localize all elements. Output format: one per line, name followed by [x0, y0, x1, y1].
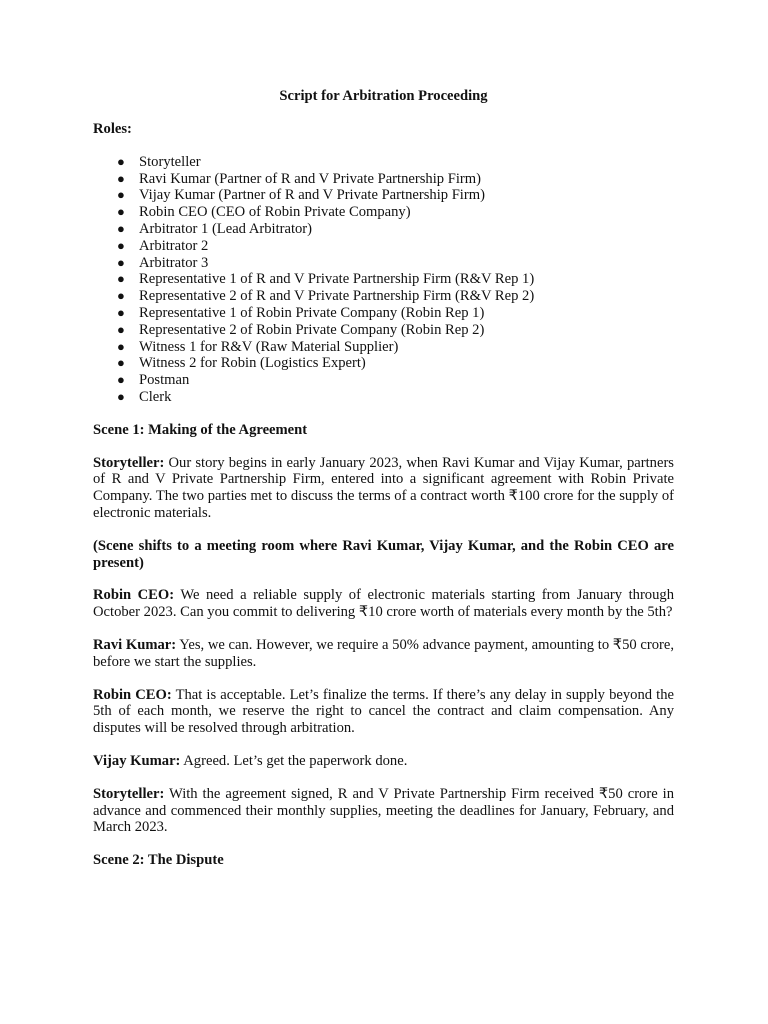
speaker-label: Robin CEO: [93, 587, 175, 604]
dialogue-paragraph [93, 587, 674, 621]
role-item [93, 171, 674, 188]
bullet-icon: ● [117, 355, 125, 371]
scene-2-heading: Scene 2: The Dispute [93, 852, 224, 869]
role-label: Representative 1 of R and V Private Partnership Firm (R&V Rep 1) [139, 271, 535, 288]
dialogue-paragraph [93, 687, 674, 737]
dialogue-paragraph [93, 455, 674, 522]
dialogue-text: That is acceptable. Let’s finalize the terms. If there’s any delay in supply beyond the 5th of each month, we reserve the right to cancel the contract and claim compensation. Any disputes will be resolved through arbitration. [93, 686, 674, 737]
bullet-icon: ● [117, 372, 125, 388]
role-label: Representative 2 of Robin Private Company (Robin Rep 2) [139, 321, 485, 338]
role-label: Postman [139, 372, 190, 389]
dialogue-paragraph [93, 637, 674, 671]
role-item [93, 238, 674, 255]
dialogue-paragraph [93, 786, 674, 836]
role-label: Witness 2 for Robin (Logistics Expert) [139, 355, 366, 372]
role-label: Ravi Kumar (Partner of R and V Private Partnership Firm) [139, 170, 481, 187]
role-label: Arbitrator 2 [139, 237, 209, 254]
role-item [93, 372, 674, 389]
roles-list [93, 154, 674, 406]
dialogue-text: Our story begins in early January 2023, when Ravi Kumar and Vijay Kumar, partners of R and V Private Partnership Firm, entered into a significant agreement with Robin Private Company. The two parties met to discuss the terms of a contract worth ₹100 crore for the supply of electronic materials. [93, 454, 674, 521]
bullet-icon: ● [117, 388, 125, 404]
speaker-label: Storyteller: [93, 454, 165, 471]
dialogue-paragraph [93, 753, 674, 770]
role-label: Robin CEO (CEO of Robin Private Company) [139, 204, 411, 221]
document-title: Script for Arbitration Proceeding [279, 88, 488, 104]
bullet-icon: ● [117, 254, 125, 270]
role-item [93, 221, 674, 238]
role-label: Vijay Kumar (Partner of R and V Private Partnership Firm) [139, 187, 485, 204]
bullet-icon: ● [117, 153, 125, 169]
bullet-icon: ● [117, 220, 125, 236]
role-label: Witness 1 for R&V (Raw Material Supplier) [139, 338, 399, 355]
roles-heading: Roles: [93, 121, 132, 137]
bullet-icon: ● [117, 271, 125, 287]
role-label: Arbitrator 1 (Lead Arbitrator) [139, 220, 313, 237]
dialogue-text: With the agreement signed, R and V Private Partnership Firm received ₹50 crore in advance and commenced their monthly supplies, meeting the deadlines for January, February, and March 2023. [93, 785, 674, 836]
role-label: Representative 1 of Robin Private Company (Robin Rep 1) [139, 304, 485, 321]
role-item [93, 339, 674, 356]
scene-1-heading: Scene 1: Making of the Agreement [93, 421, 308, 438]
bullet-icon: ● [117, 170, 125, 186]
role-label: Clerk [139, 388, 172, 405]
document-body [93, 88, 674, 869]
bullet-icon: ● [117, 187, 125, 203]
speaker-label: Ravi Kumar: [93, 636, 177, 653]
role-label: Arbitrator 3 [139, 254, 209, 271]
bullet-icon: ● [117, 321, 125, 337]
speaker-label: Robin CEO: [93, 686, 172, 703]
role-item [93, 154, 674, 171]
role-item [93, 204, 674, 221]
bullet-icon: ● [117, 204, 125, 220]
role-label: Representative 2 of R and V Private Partnership Firm (R&V Rep 2) [139, 288, 535, 305]
bullet-icon: ● [117, 338, 125, 354]
dialogue-text: We need a reliable supply of electronic materials starting from January through October 2023. Can you commit to delivering ₹10 crore worth of materials every month by the 5th? [93, 587, 674, 621]
bullet-icon: ● [117, 237, 125, 253]
role-item [93, 389, 674, 406]
role-item [93, 355, 674, 372]
role-item [93, 255, 674, 272]
bullet-icon: ● [117, 288, 125, 304]
role-item [93, 288, 674, 305]
role-item [93, 271, 674, 288]
stage-direction: (Scene shifts to a meeting room where Ravi Kumar, Vijay Kumar, and the Robin CEO are present) [93, 537, 674, 571]
speaker-label: Storyteller: [93, 785, 165, 802]
speaker-label: Vijay Kumar: [93, 752, 181, 769]
role-item [93, 305, 674, 322]
role-label: Storyteller [139, 153, 201, 170]
dialogue-text: Agreed. Let’s get the paperwork done. [180, 752, 408, 769]
bullet-icon: ● [117, 304, 125, 320]
role-item [93, 187, 674, 204]
role-item [93, 322, 674, 339]
dialogue-text: Yes, we can. However, we require a 50% advance payment, amounting to ₹50 crore, before we start the supplies. [93, 636, 674, 670]
